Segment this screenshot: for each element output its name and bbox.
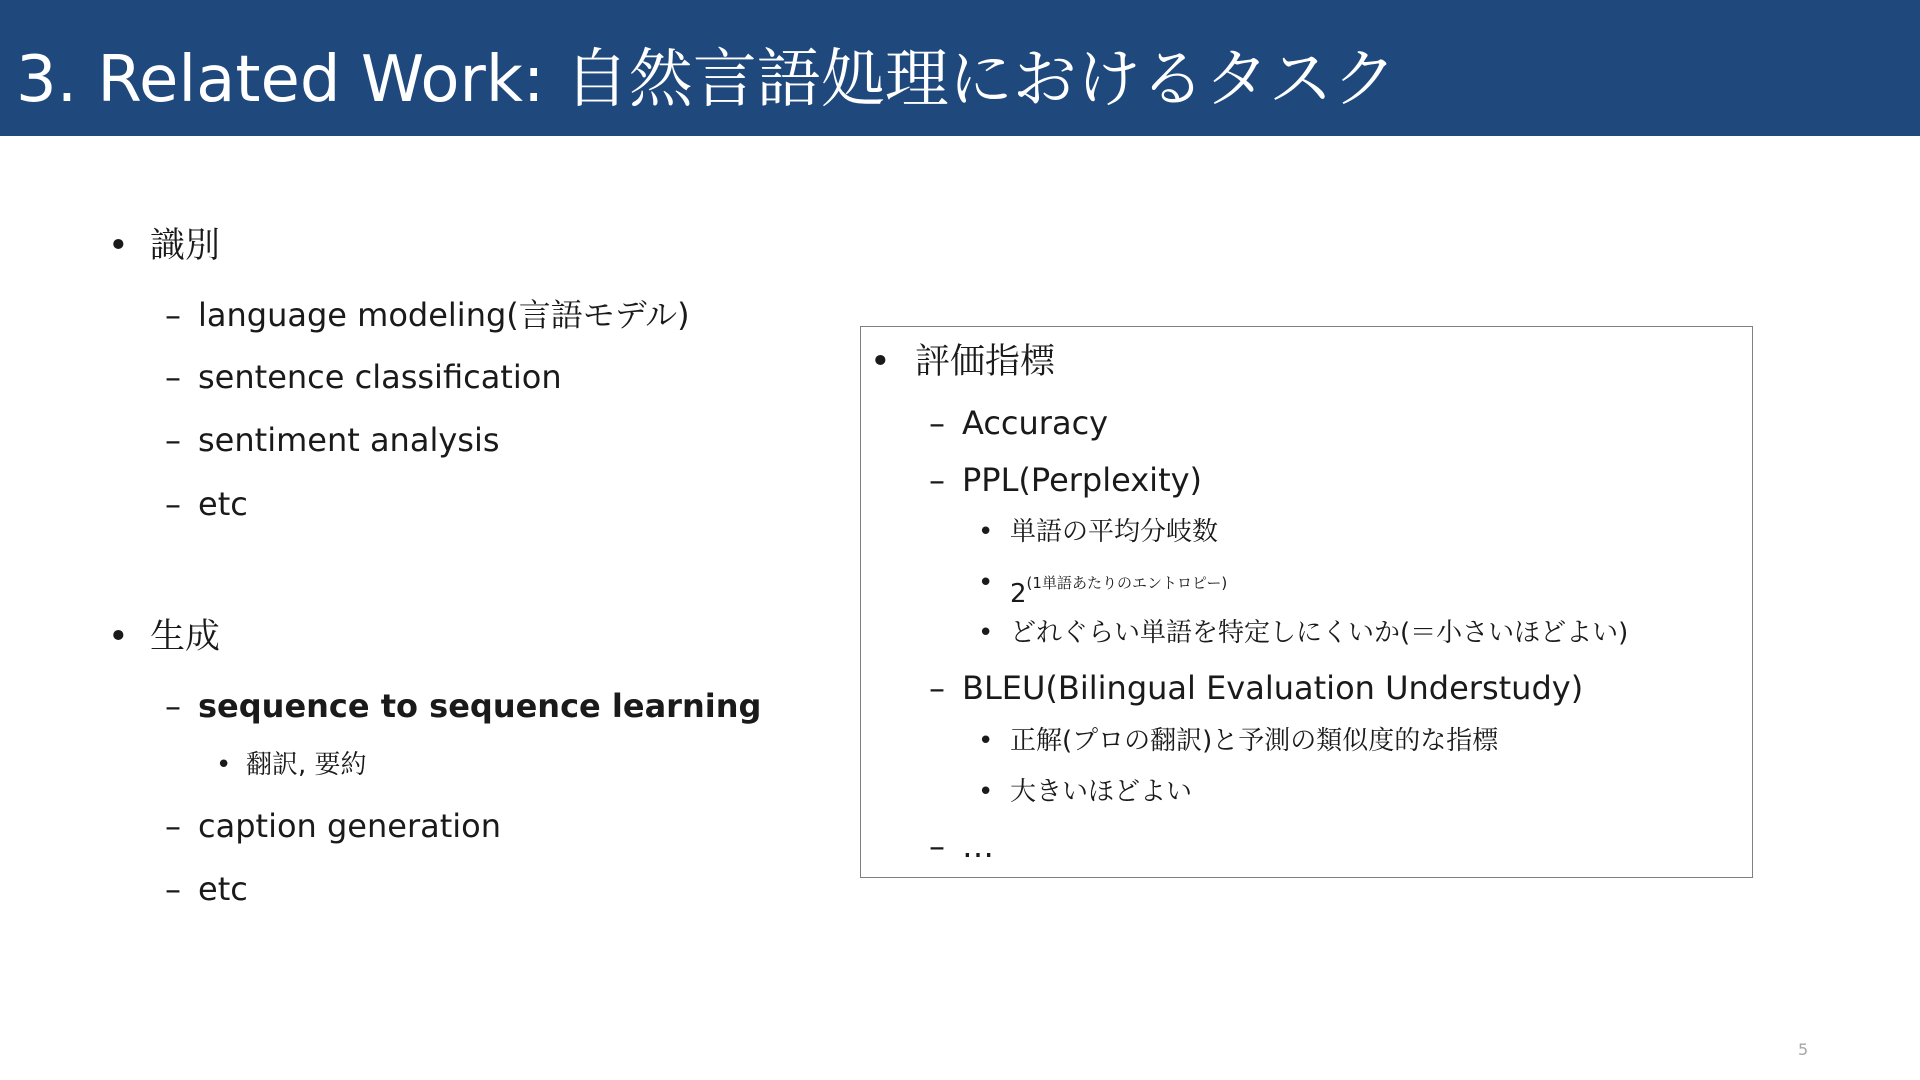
dash-marker: – — [929, 461, 945, 499]
bleu-label: BLEU(Bilingual Evaluation Understudy) — [962, 669, 1584, 707]
bleu-sub-text: 正解(プロの翻訳)と予測の類似度的な指標 — [1010, 726, 1499, 756]
dash-marker: – — [165, 358, 181, 396]
dash-marker: – — [165, 485, 181, 523]
dash-marker: – — [165, 421, 181, 459]
classification-item-text: sentiment analysis — [198, 421, 500, 459]
seq2seq-label: sequence to sequence learning — [198, 687, 762, 725]
page-number: 5 — [1798, 1040, 1809, 1059]
bullet-marker: • — [108, 226, 129, 266]
bleu-sub-text: 大きいほどよい — [1010, 777, 1193, 807]
bullet-marker: • — [978, 618, 994, 648]
dash-marker: – — [165, 687, 181, 725]
bullet-marker: • — [216, 750, 232, 780]
bullet-marker: • — [978, 568, 994, 598]
dash-marker: – — [165, 296, 181, 334]
generation-item-text: caption generation — [198, 807, 502, 845]
dash-marker: – — [929, 404, 945, 442]
classification-label: 識別 — [150, 226, 221, 266]
title-bar — [0, 0, 1920, 136]
bullet-marker: • — [978, 517, 994, 547]
dash-marker: – — [165, 807, 181, 845]
ppl-label: PPL(Perplexity) — [962, 461, 1203, 499]
dash-marker: – — [165, 870, 181, 908]
ppl-formula — [1010, 566, 1227, 611]
bullet-marker: • — [978, 777, 994, 807]
dash-marker: – — [929, 827, 945, 865]
slide-title: 3. Related Work: 自然言語処理におけるタスク — [16, 43, 1397, 117]
generation-item-text: etc — [198, 870, 248, 908]
classification-item-text: sentence classification — [198, 358, 562, 396]
ppl-branching-text: 単語の平均分岐数 — [1010, 517, 1219, 547]
ppl-difficulty-text: どれぐらい単語を特定しにくいか(＝小さいほどよい) — [1010, 618, 1629, 648]
ppl-formula-exponent: (1単語あたりのエントロピー) — [1026, 574, 1228, 592]
seq2seq-sub-text: 翻訳, 要約 — [246, 750, 367, 780]
ppl-formula-base: 2 — [1010, 579, 1027, 609]
classification-item-text: etc — [198, 485, 248, 523]
accuracy-label: Accuracy — [962, 404, 1109, 442]
bullet-marker: • — [978, 726, 994, 756]
bullet-marker: • — [870, 342, 891, 382]
dash-marker: – — [929, 669, 945, 707]
classification-item-text: language modeling(言語モデル) — [198, 296, 690, 334]
ellipsis-text: … — [962, 827, 994, 865]
generation-label: 生成 — [150, 617, 221, 657]
metrics-label: 評価指標 — [915, 342, 1056, 382]
bullet-marker: • — [108, 617, 129, 657]
